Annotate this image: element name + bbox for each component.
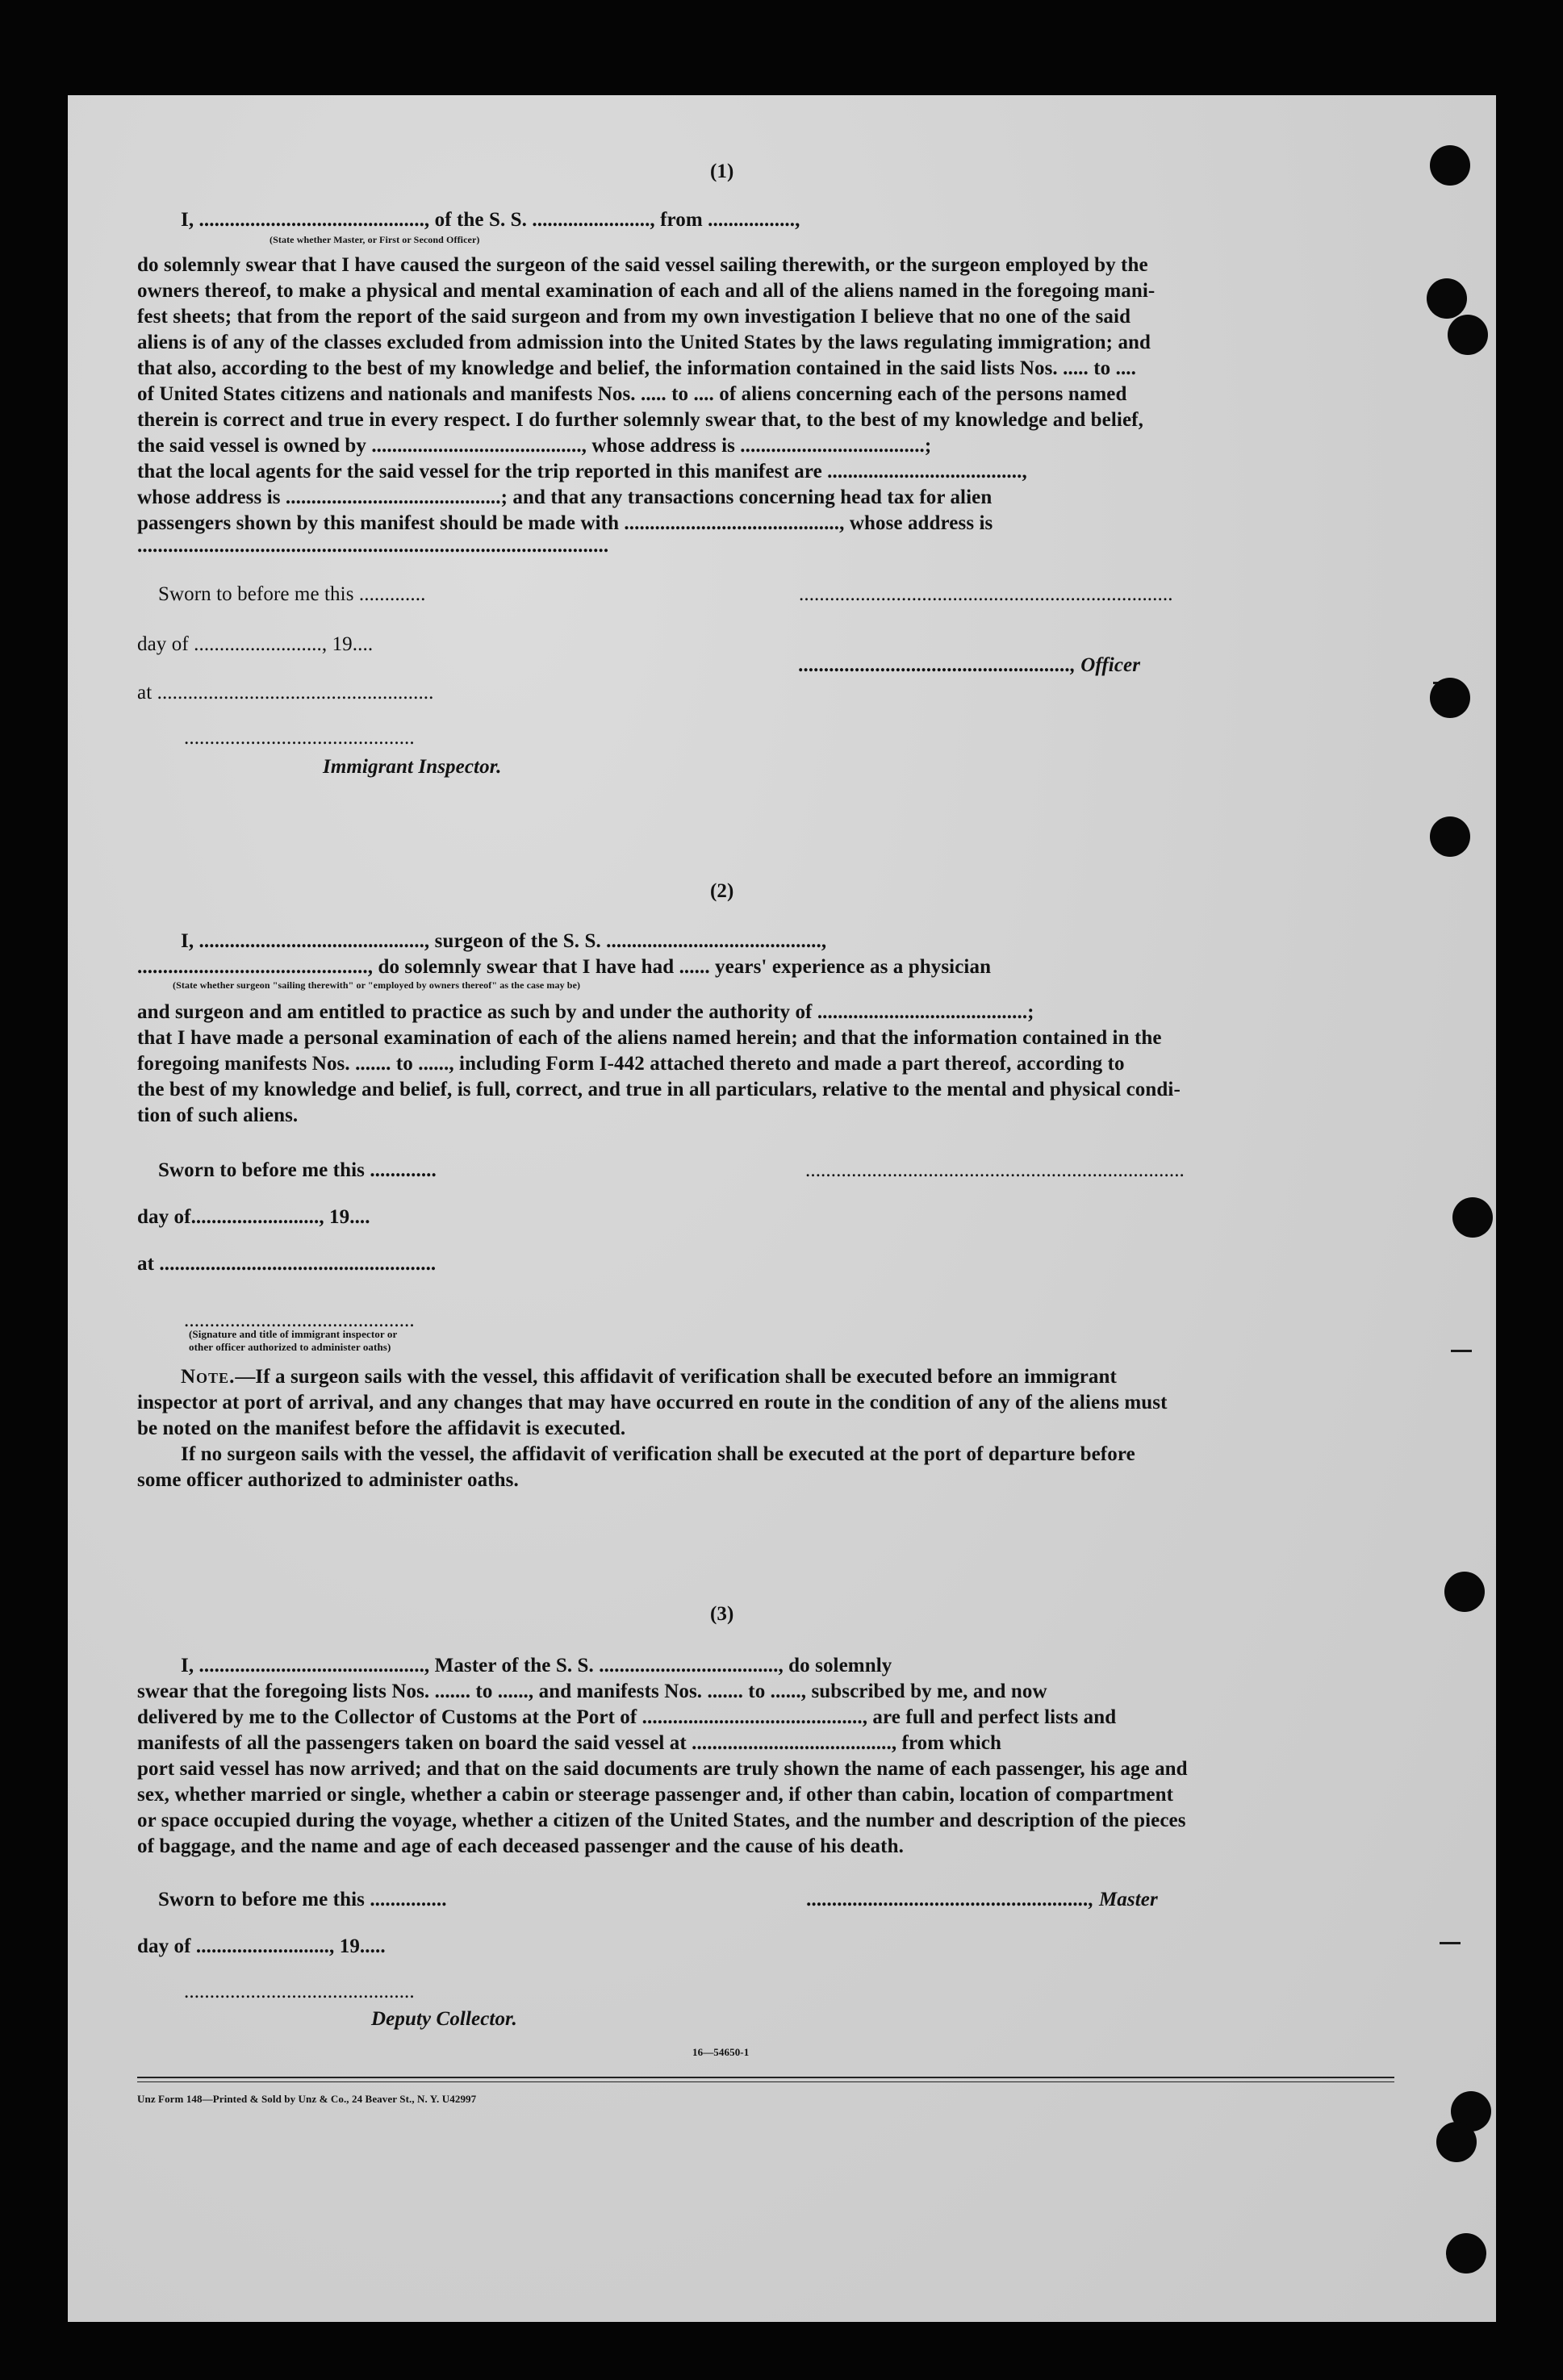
binder-hole — [1436, 2122, 1477, 2162]
section-2-note-line: inspector at port of arrival, and any changes that may have occurred en route in the condition of any of the aliens must — [137, 1392, 1168, 1413]
section-1-body-line: aliens is of any of the classes excluded from admission into the United States by the laws regulating immigration; and — [137, 332, 1151, 353]
section-2-body-line: and surgeon and am entitled to practice as such by and under the authority of .........................................; — [137, 1001, 1034, 1023]
section-1-body-line: owners thereof, to make a physical and mental examination of each and all of the aliens named in the foregoing mani- — [137, 280, 1156, 302]
section-2-heading: (2) — [710, 880, 734, 902]
section-3-master-line: ......................................................., Master — [807, 1889, 1158, 1910]
section-1-body-line: whose address is ..........................................; and that any transactions concerning head tax for alien — [137, 486, 993, 508]
binder-hole — [1430, 816, 1470, 857]
binder-hole — [1427, 278, 1467, 319]
section-3-heading: (3) — [710, 1603, 734, 1625]
binder-hole — [1430, 145, 1470, 186]
section-2-line-2: ............................................., do solemnly swear that I have had ...... years' experience as a physician — [137, 956, 992, 978]
section-2-signature-caption: (Signature and title of immigrant inspector or — [189, 1328, 398, 1340]
section-3-deputy-collector: Deputy Collector. — [371, 2008, 517, 2030]
section-2-body-line: that I have made a personal examination of each of the aliens named herein; and that the information contained in the — [137, 1027, 1162, 1049]
section-1-body-line: of United States citizens and nationals and manifests Nos. ..... to .... of aliens concerning each of the persons named — [137, 383, 1127, 405]
section-3-body-line: delivered by me to the Collector of Customs at the Port of ..........................................., are full and perfect lists and — [137, 1706, 1117, 1728]
section-1-body-line: the said vessel is owned by ........................................., whose address is ....................................; — [137, 435, 932, 457]
section-1-officer-caption: (State whether Master, or First or Second Officer) — [270, 234, 480, 245]
section-2-note-line: be noted on the manifest before the affidavit is executed. — [137, 1418, 626, 1439]
printer-imprint: Unz Form 148—Printed & Sold by Unz & Co., 24 Beaver St., N. Y. U42997 — [137, 2093, 477, 2105]
section-2-day: day of........................., 19.... — [137, 1206, 370, 1228]
section-3-body-line: sex, whether married or single, whether a cabin or steerage passenger and, if other than cabin, location of compartment — [137, 1784, 1174, 1806]
section-1-immigrant-inspector: Immigrant Inspector. — [323, 756, 502, 778]
binder-hole — [1448, 315, 1488, 355]
section-3-body-line: or space occupied during the voyage, whether a citizen of the United States, and the number and description of the pieces — [137, 1810, 1186, 1831]
section-2-signature-caption: other officer authorized to administer oaths) — [189, 1341, 391, 1353]
binder-hole — [1444, 1572, 1485, 1612]
section-1-at: at ...................................................... — [137, 682, 434, 704]
section-1-day: day of ........................., 19.... — [137, 633, 374, 655]
section-2-inspector-signature: ............................................. — [184, 1309, 415, 1331]
section-2-body-line: the best of my knowledge and belief, is full, correct, and true in all particulars, relative to the mental and physical condi- — [137, 1079, 1181, 1100]
section-3-body-line: I, ............................................, Master of the S. S. ..................................., do solemnly — [181, 1655, 892, 1676]
section-3-body-line: port said vessel has now arrived; and that on the said documents are truly shown the name of each passenger, his age and — [137, 1758, 1188, 1780]
section-3-collector-signature: ............................................. — [184, 1981, 415, 2002]
section-2-surgeon-caption: (State whether surgeon "sailing therewith" or "employed by owners thereof" as the case may be) — [173, 979, 581, 991]
section-2-note-line: some officer authorized to administer oaths. — [137, 1469, 519, 1491]
note-label: Note. — [181, 1366, 236, 1388]
section-1-body-line: fest sheets; that from the report of the said surgeon and from my own investigation I believe that no one of the said — [137, 306, 1131, 328]
form-code: 16—54650-1 — [692, 2046, 750, 2058]
section-2-signature-line: .......................................................................... — [805, 1159, 1185, 1181]
binder-hole — [1452, 1197, 1493, 1238]
section-2-sworn: Sworn to before me this ............. — [158, 1159, 437, 1181]
margin-mark — [1451, 1350, 1472, 1352]
section-2-body-line: tion of such aliens. — [137, 1104, 299, 1126]
section-3-body-line: swear that the foregoing lists Nos. ....... to ......, and manifests Nos. ....... to ......, subscribed by me, and now — [137, 1681, 1047, 1702]
section-1-heading: (1) — [710, 161, 734, 182]
section-3-day: day of .........................., 19..... — [137, 1935, 386, 1957]
section-1-body-line: therein is correct and true in every respect. I do further solemnly swear that, to the best of my knowledge and belief, — [137, 409, 1143, 431]
section-1-body-line: passengers shown by this manifest should be made with .........................................., whose address is — [137, 512, 993, 534]
document-page — [68, 95, 1496, 2322]
section-1-signature-line: ......................................................................... — [799, 583, 1173, 605]
footer-rule — [137, 2077, 1394, 2078]
section-3-sworn: Sworn to before me this ............... — [158, 1889, 447, 1910]
section-1-body-line: ............................................................................................ — [137, 535, 609, 557]
section-1-body-line: do solemnly swear that I have caused the surgeon of the said vessel sailing therewith, or the surgeon employed by the — [137, 254, 1148, 276]
section-2-note-line: If no surgeon sails with the vessel, the affidavit of verification shall be executed at the port of departure before — [181, 1443, 1135, 1465]
section-1-officer-line: ....................................................., Officer — [799, 654, 1141, 676]
section-1-line-1: I, ............................................, of the S. S. ......................., from ................., — [181, 209, 800, 231]
section-1-sworn: Sworn to before me this ............. — [158, 583, 426, 605]
section-3-body-line: manifests of all the passengers taken on board the said vessel at ......................................., from which — [137, 1732, 1001, 1754]
section-3-body-line: of baggage, and the name and age of each deceased passenger and the cause of his death. — [137, 1835, 904, 1857]
margin-mark — [1440, 1942, 1461, 1944]
section-2-note-line-1: Note.—If a surgeon sails with the vessel, this affidavit of verification shall be executed before an immigrant — [181, 1366, 1117, 1388]
binder-hole — [1430, 678, 1470, 718]
section-2-at: at ...................................................... — [137, 1253, 437, 1275]
section-1-body-line: that the local agents for the said vessel for the trip reported in this manifest are ......................................, — [137, 461, 1027, 482]
section-1-body-line: that also, according to the best of my knowledge and belief, the information contained in the said lists Nos. ..... to .... — [137, 357, 1137, 379]
binder-hole — [1446, 2233, 1486, 2274]
section-2-line-1: I, ............................................, surgeon of the S. S. .........................................., — [181, 930, 827, 952]
section-1-inspector-signature: ............................................. — [184, 727, 415, 749]
footer-rule — [137, 2081, 1394, 2082]
section-2-body-line: foregoing manifests Nos. ....... to ......, including Form I-442 attached thereto and made a part thereof, according to — [137, 1053, 1125, 1075]
